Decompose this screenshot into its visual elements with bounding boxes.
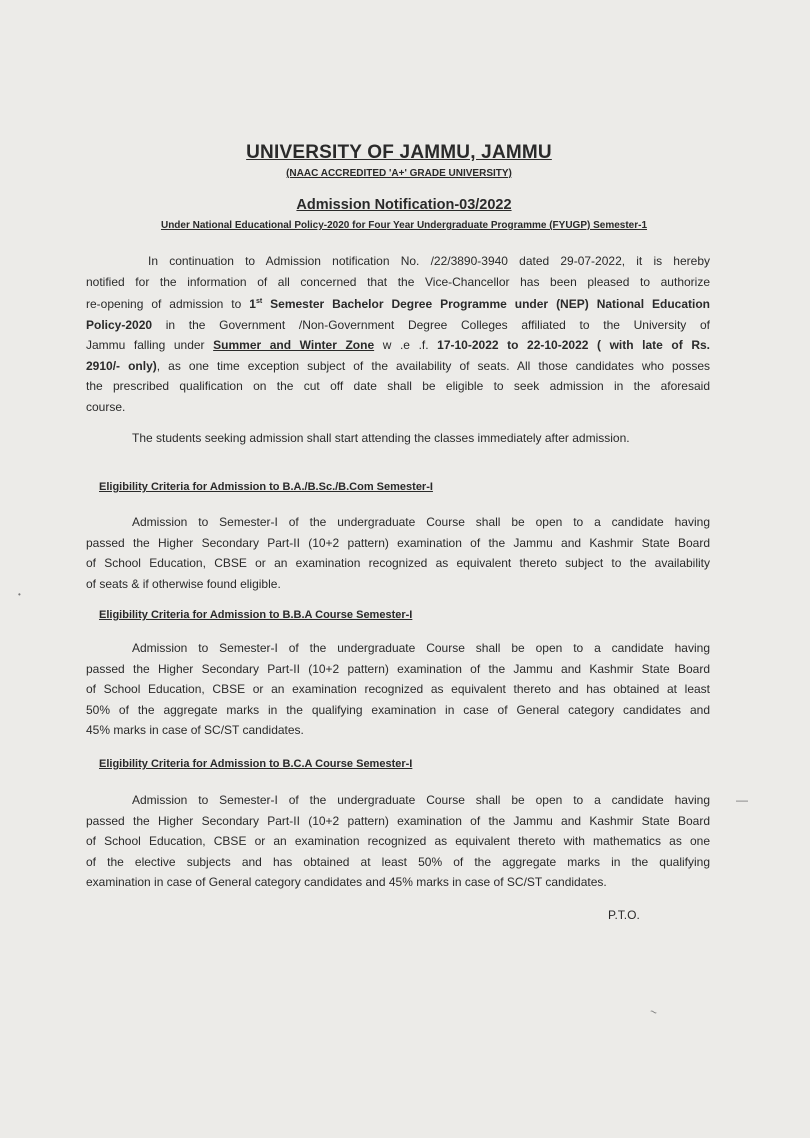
intro-line: In continuation to Admission notification No. /22/3890-3940 dated 29-07-2022, it is hereby xyxy=(148,254,710,268)
section-paragraph xyxy=(86,638,710,741)
intro-line: notified for the information of all concerned that the Vice-Chancellor has been pleased to authorize xyxy=(86,274,710,289)
para-line: passed the Higher Secondary Part-II (10+2 pattern) examination of the Jammu and Kashmir State Board xyxy=(86,813,710,828)
section-paragraph xyxy=(86,512,710,594)
para-line: 50% of the aggregate marks in the qualifying examination in case of General category candidates and xyxy=(86,702,710,717)
para-line: passed the Higher Secondary Part-II (10+2 pattern) examination of the Jammu and Kashmir State Board xyxy=(86,535,710,550)
policy-line: Under National Educational Policy-2020 for Four Year Undergraduate Programme (FYUGP) Semester-1 xyxy=(160,220,648,231)
section-paragraph xyxy=(86,790,710,893)
para-line: Admission to Semester-I of the undergraduate Course shall be open to a candidate having xyxy=(132,793,710,807)
para-line: of seats & if otherwise found eligible. xyxy=(86,576,281,591)
intro-line: Policy-2020 in the Government /Non-Government Degree Colleges affiliated to the University of xyxy=(86,317,710,332)
pto-label: P.T.O. xyxy=(608,908,640,922)
intro-line: Jammu falling under Summer and Winter Zone w .e .f. 17-10-2022 to 22-10-2022 ( with late of Rs. xyxy=(86,338,710,352)
para-line: examination in case of General category candidates and 45% marks in case of SC/ST candidates. xyxy=(86,875,607,889)
para-line: of School Education, CBSE or an examination recognized as equivalent thereto and has obtained at least xyxy=(86,682,710,696)
accreditation-line: (NAAC ACCREDITED 'A+' GRADE UNIVERSITY) xyxy=(286,168,512,179)
para-line: of School Education, CBSE or an examination recognized as equivalent thereto subject to the availability xyxy=(86,556,710,570)
section-heading-bca: Eligibility Criteria for Admission to B.C.A Course Semester-I xyxy=(99,758,413,770)
section-heading-bba: Eligibility Criteria for Admission to B.B.A Course Semester-I xyxy=(99,609,413,621)
para-line: Admission to Semester-I of the undergraduate Course shall be open to a candidate having xyxy=(132,515,710,529)
para-line: of School Education, CBSE or an examination recognized as equivalent thereto with mathematics as one xyxy=(86,834,710,848)
scan-mark: — xyxy=(736,793,748,807)
university-title: UNIVERSITY OF JAMMU, JAMMU xyxy=(246,142,552,163)
intro-line: the prescribed qualification on the cut off date shall be eligible to seek admission in the aforesaid xyxy=(86,379,710,393)
intro-line: re-opening of admission to 1st Semester Bachelor Degree Programme under (NEP) National Education xyxy=(86,297,710,311)
intro-line: 2910/- only), as one time exception subject of the availability of seats. All those candidates who posses xyxy=(86,358,711,373)
para-line: of the elective subjects and has obtained at least 50% of the aggregate marks in the qualifying xyxy=(86,854,710,869)
scan-mark: • xyxy=(18,590,21,599)
para-line: Admission to Semester-I of the undergraduate Course shall be open to a candidate having xyxy=(132,641,710,655)
intro-line: course. xyxy=(86,399,126,414)
para-line: passed the Higher Secondary Part-II (10+2 pattern) examination of the Jammu and Kashmir State Board xyxy=(86,661,710,676)
section-heading-ba-bsc-bcom: Eligibility Criteria for Admission to B.A./B.Sc./B.Com Semester-I xyxy=(99,481,433,493)
para-line: 45% marks in case of SC/ST candidates. xyxy=(86,723,304,737)
scan-mark: ~ xyxy=(647,1004,660,1020)
intro-paragraph xyxy=(86,251,710,417)
attend-note: The students seeking admission shall start attending the classes immediately after admission. xyxy=(132,431,630,445)
notification-title: Admission Notification-03/2022 xyxy=(296,197,512,213)
